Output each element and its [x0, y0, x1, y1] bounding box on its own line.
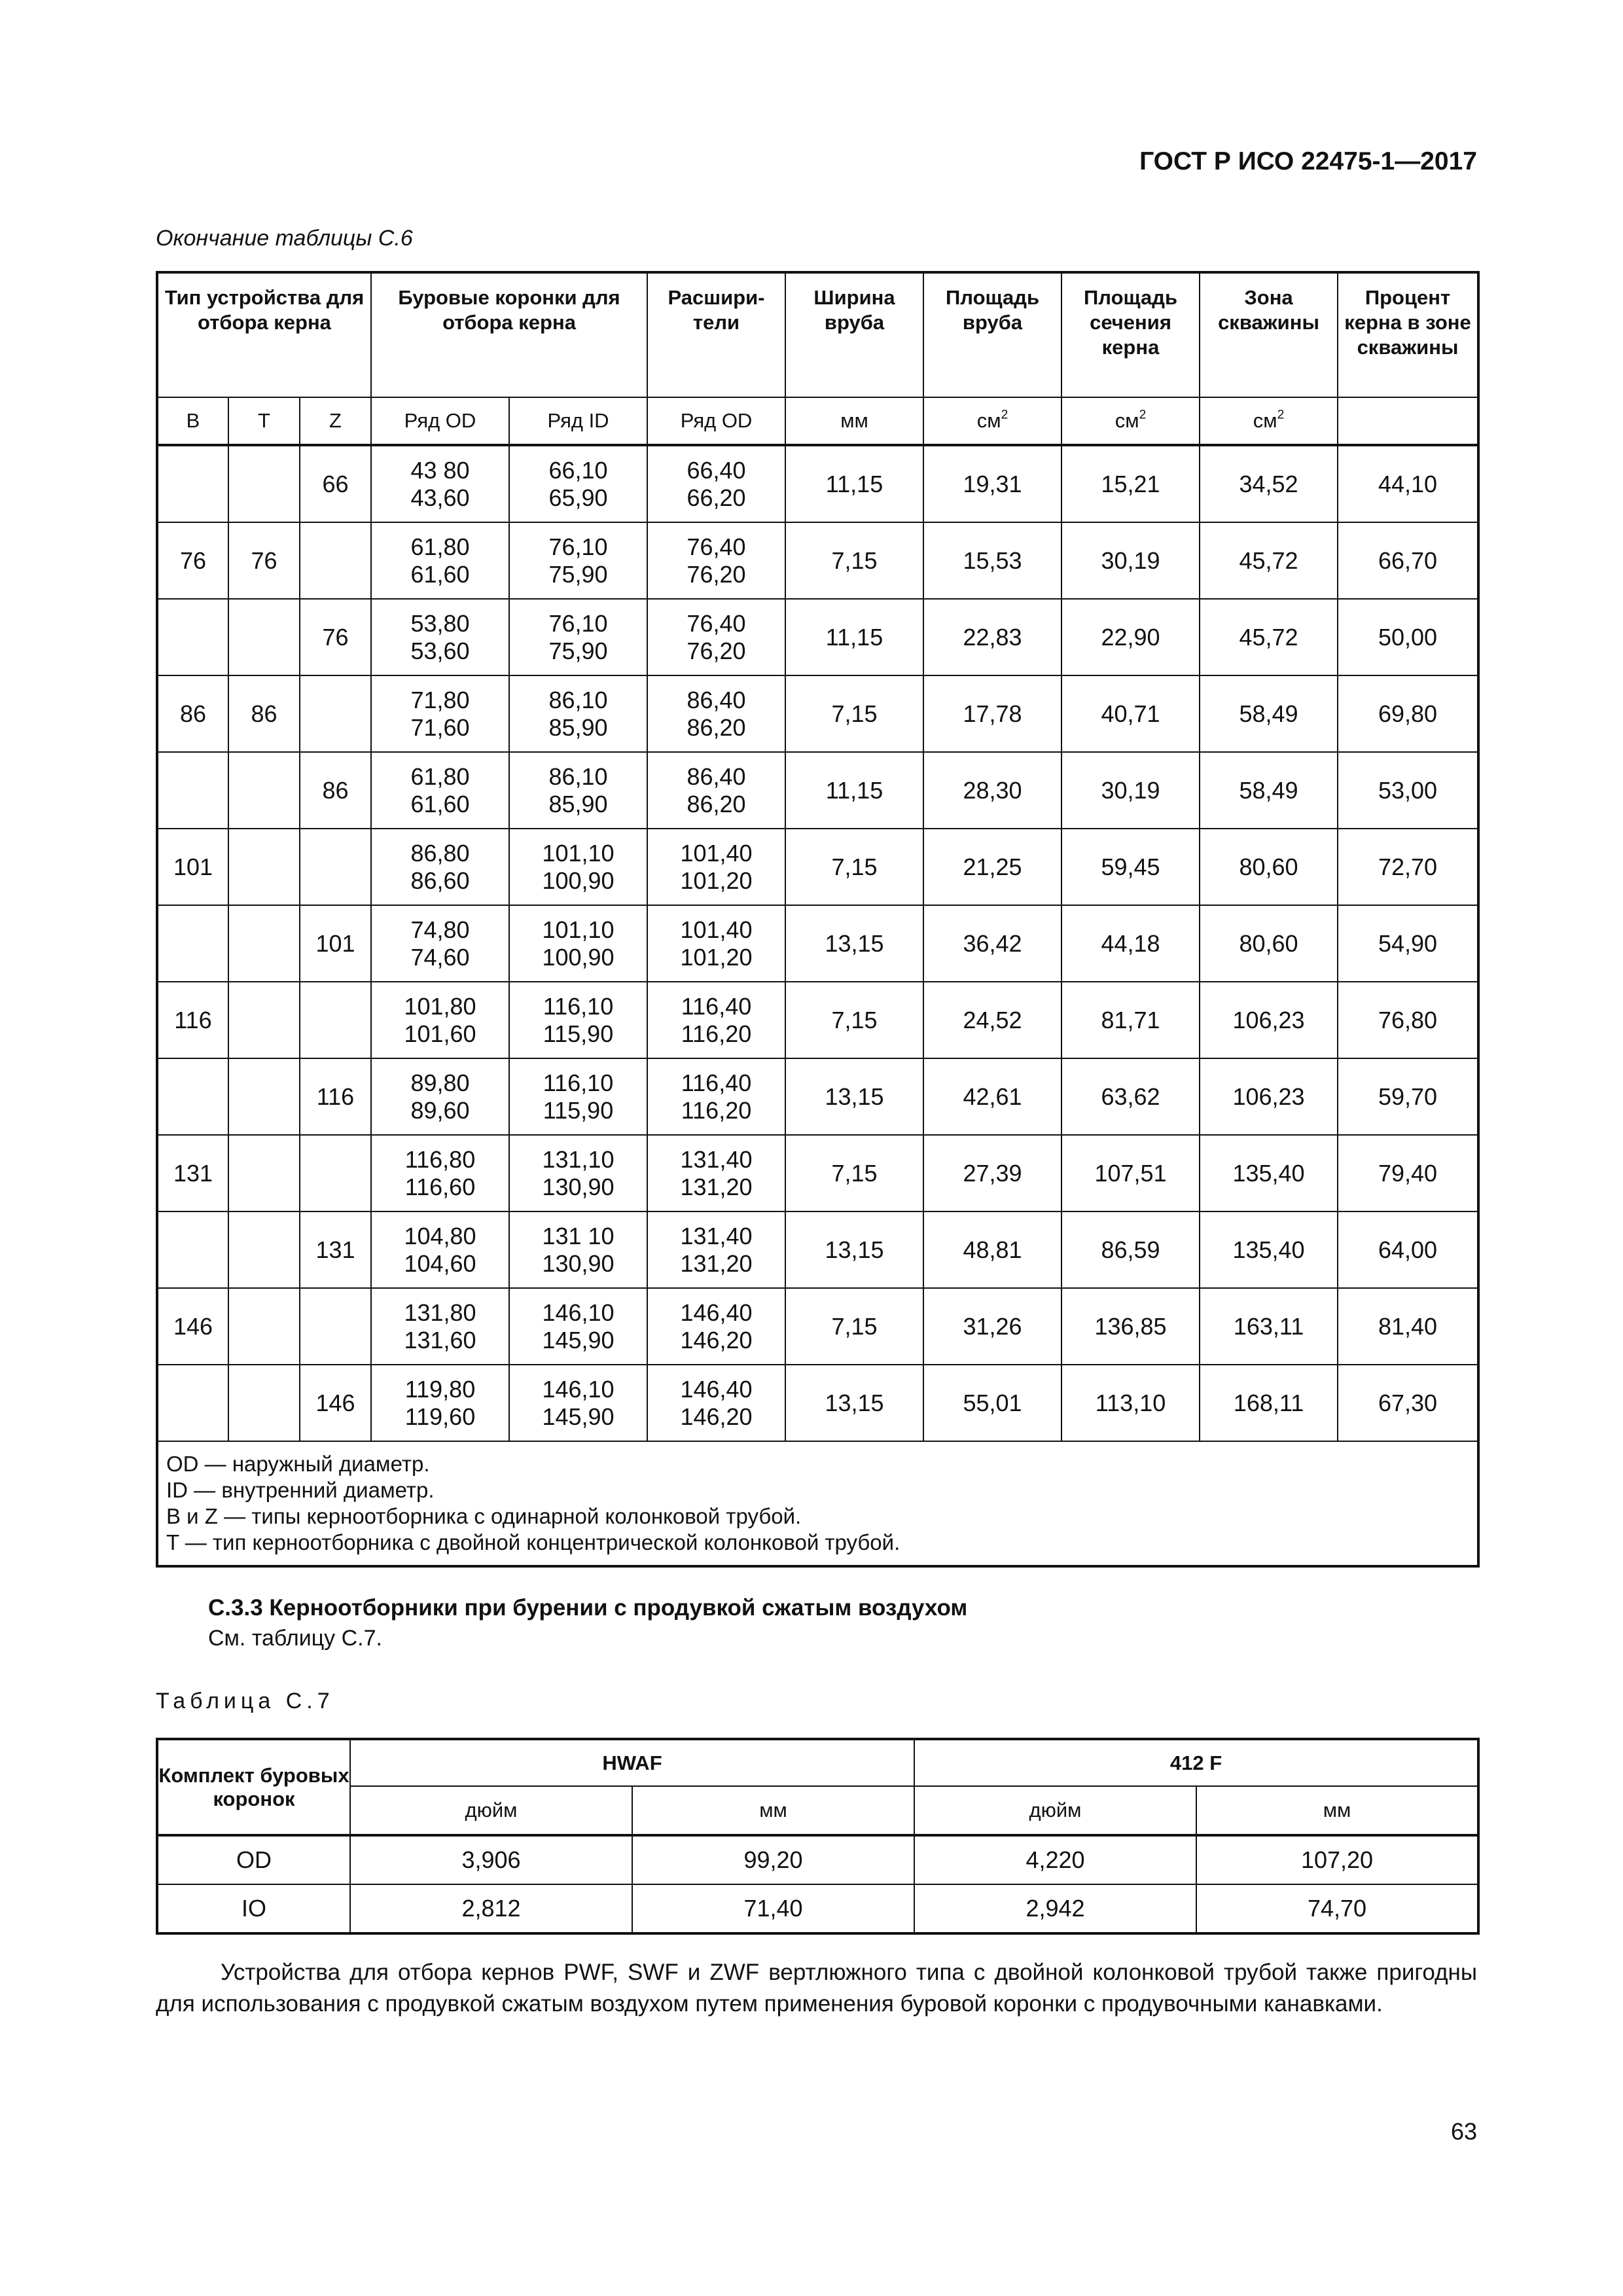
- cell-type-z: [300, 1135, 371, 1211]
- drill-bit-set-table: [156, 1738, 1480, 1935]
- cell-kerf-width: 11,15: [785, 752, 923, 829]
- unit-cm: см: [1115, 409, 1139, 432]
- cell-borehole-zone: 80,60: [1200, 905, 1338, 982]
- cell-type-z: [300, 829, 371, 905]
- cell-kerf-width: 7,15: [785, 522, 923, 599]
- cell-core-bit-od: [371, 1288, 509, 1365]
- unit-mm: мм: [632, 1786, 914, 1835]
- value-min: 61,60: [410, 790, 470, 817]
- cell-reamer-od: [647, 1365, 785, 1441]
- cell-type-z: 146: [300, 1365, 371, 1441]
- row-name: OD: [157, 1835, 350, 1884]
- table-continued-caption: Окончание таблицы С.6: [156, 226, 413, 251]
- value-max: 101,40: [680, 916, 753, 943]
- cell-reamer-od: [647, 445, 785, 522]
- value-min: 115,90: [543, 1096, 614, 1124]
- cell-type-b: 86: [157, 675, 228, 752]
- cell-core-area: 107,51: [1061, 1135, 1200, 1211]
- value-min: 86,60: [410, 867, 470, 894]
- cell-core-bit-id: [509, 445, 647, 522]
- cell-type-t: [228, 1058, 300, 1135]
- table-row: [157, 1288, 1478, 1365]
- header-hwaf: HWAF: [350, 1739, 914, 1786]
- cell-core-bit-od: [371, 982, 509, 1058]
- cell-type-z: 116: [300, 1058, 371, 1135]
- cell-type-b: 101: [157, 829, 228, 905]
- value-min: 53,60: [410, 637, 470, 664]
- value-max: 76,10: [548, 533, 608, 560]
- cell-kerf-area: 21,25: [923, 829, 1061, 905]
- cell-kerf-width: 7,15: [785, 1135, 923, 1211]
- value-min: 66,20: [687, 484, 746, 511]
- cell-core-area: 63,62: [1061, 1058, 1200, 1135]
- value-max: 131,10: [542, 1145, 615, 1173]
- cell-core-percent: 50,00: [1338, 599, 1478, 675]
- table-row: [157, 1365, 1478, 1441]
- cell-core-bit-od: [371, 445, 509, 522]
- cell-core-area: 136,85: [1061, 1288, 1200, 1365]
- unit-exponent: 2: [1277, 408, 1285, 422]
- subheader-row-od: Ряд OD: [371, 397, 509, 445]
- value-max: 104,80: [404, 1222, 476, 1249]
- cell-type-b: [157, 445, 228, 522]
- value-max: 76,40: [687, 533, 746, 560]
- cell-type-t: 76: [228, 522, 300, 599]
- cell-core-bit-id: [509, 599, 647, 675]
- value-min: 104,60: [404, 1249, 476, 1277]
- cell-borehole-zone: 58,49: [1200, 752, 1338, 829]
- value-min: 85,90: [548, 713, 608, 741]
- value-max: 74,80: [410, 916, 470, 943]
- cell-core-bit-id: [509, 1058, 647, 1135]
- value-max: 71,80: [410, 686, 470, 713]
- value-max: 116,40: [681, 1069, 752, 1096]
- cell-kerf-area: 48,81: [923, 1211, 1061, 1288]
- cell-type-z: [300, 982, 371, 1058]
- cell-core-bit-od: [371, 522, 509, 599]
- cell-core-bit-od: [371, 599, 509, 675]
- unit-mm: мм: [1196, 1786, 1478, 1835]
- cell-core-area: 86,59: [1061, 1211, 1200, 1288]
- cell-kerf-area: 27,39: [923, 1135, 1061, 1211]
- value-max: 131,80: [404, 1299, 476, 1326]
- cell-value: 74,70: [1196, 1884, 1478, 1933]
- row-name: IO: [157, 1884, 350, 1933]
- cell-core-percent: 53,00: [1338, 752, 1478, 829]
- subheader-t: T: [228, 397, 300, 445]
- value-min: 146,20: [680, 1326, 753, 1354]
- cell-borehole-zone: 163,11: [1200, 1288, 1338, 1365]
- cell-core-percent: 69,80: [1338, 675, 1478, 752]
- header-412f: 412 F: [914, 1739, 1478, 1786]
- cell-kerf-width: 13,15: [785, 1365, 923, 1441]
- value-max: 146,10: [542, 1375, 615, 1403]
- cell-reamer-od: [647, 829, 785, 905]
- document-header: ГОСТ Р ИСО 22475-1—2017: [1139, 147, 1477, 175]
- cell-borehole-zone: 135,40: [1200, 1211, 1338, 1288]
- section-text: См. таблицу С.7.: [208, 1626, 382, 1651]
- cell-kerf-area: 15,53: [923, 522, 1061, 599]
- value-max: 131 10: [542, 1222, 615, 1249]
- core-sampler-table: [156, 271, 1480, 1568]
- value-max: 53,80: [410, 609, 470, 637]
- value-max: 116,10: [543, 1069, 614, 1096]
- header-kerf-width: Ширина вруба: [785, 272, 923, 397]
- cell-type-t: [228, 1135, 300, 1211]
- value-min: 116,20: [681, 1096, 752, 1124]
- value-min: 75,90: [548, 560, 608, 588]
- cell-core-bit-id: [509, 675, 647, 752]
- cell-kerf-width: 7,15: [785, 675, 923, 752]
- subheader-row-id: Ряд ID: [509, 397, 647, 445]
- value-max: 43 80: [410, 456, 470, 484]
- cell-core-area: 81,71: [1061, 982, 1200, 1058]
- cell-borehole-zone: 58,49: [1200, 675, 1338, 752]
- subheader-b: B: [157, 397, 228, 445]
- cell-type-t: [228, 599, 300, 675]
- cell-kerf-area: 22,83: [923, 599, 1061, 675]
- cell-reamer-od: [647, 1288, 785, 1365]
- table-row: [157, 1135, 1478, 1211]
- subheader-unit-cm2: [1061, 397, 1200, 445]
- unit-cm: см: [1253, 409, 1277, 432]
- cell-type-t: [228, 752, 300, 829]
- subheader-unit-cm2: [1200, 397, 1338, 445]
- cell-core-percent: 81,40: [1338, 1288, 1478, 1365]
- table-row: [157, 675, 1478, 752]
- value-max: 76,10: [548, 609, 608, 637]
- cell-borehole-zone: 135,40: [1200, 1135, 1338, 1211]
- cell-kerf-width: 13,15: [785, 1058, 923, 1135]
- cell-value: 107,20: [1196, 1835, 1478, 1884]
- cell-kerf-width: 13,15: [785, 905, 923, 982]
- value-min: 146,20: [680, 1403, 753, 1430]
- unit-inch: дюйм: [350, 1786, 632, 1835]
- cell-type-z: [300, 1288, 371, 1365]
- cell-value: 99,20: [632, 1835, 914, 1884]
- cell-type-z: 76: [300, 599, 371, 675]
- value-max: 86,10: [548, 762, 608, 790]
- value-min: 75,90: [548, 637, 608, 664]
- cell-core-bit-od: [371, 1365, 509, 1441]
- value-max: 66,40: [687, 456, 746, 484]
- cell-type-z: 101: [300, 905, 371, 982]
- value-max: 86,40: [687, 686, 746, 713]
- table-row: [157, 829, 1478, 905]
- cell-core-bit-id: [509, 1135, 647, 1211]
- value-min: 100,90: [542, 867, 615, 894]
- cell-reamer-od: [647, 982, 785, 1058]
- cell-kerf-area: 55,01: [923, 1365, 1061, 1441]
- cell-kerf-width: 7,15: [785, 982, 923, 1058]
- cell-core-bit-id: [509, 1211, 647, 1288]
- value-min: 101,60: [404, 1020, 476, 1047]
- cell-core-percent: 76,80: [1338, 982, 1478, 1058]
- cell-core-bit-od: [371, 1135, 509, 1211]
- value-max: 101,80: [404, 992, 476, 1020]
- cell-kerf-area: 42,61: [923, 1058, 1061, 1135]
- subheader-unit-cm2: [923, 397, 1061, 445]
- subheader-unit-mm: мм: [785, 397, 923, 445]
- value-min: 116,20: [681, 1020, 752, 1047]
- cell-core-area: 30,19: [1061, 522, 1200, 599]
- cell-type-b: [157, 1058, 228, 1135]
- cell-borehole-zone: 45,72: [1200, 522, 1338, 599]
- cell-core-bit-id: [509, 905, 647, 982]
- cell-kerf-width: 7,15: [785, 1288, 923, 1365]
- cell-type-b: 76: [157, 522, 228, 599]
- value-min: 145,90: [542, 1403, 615, 1430]
- value-min: 131,20: [680, 1249, 753, 1277]
- value-min: 119,60: [404, 1403, 476, 1430]
- cell-core-area: 22,90: [1061, 599, 1200, 675]
- cell-core-percent: 66,70: [1338, 522, 1478, 599]
- cell-kerf-width: 11,15: [785, 599, 923, 675]
- cell-kerf-width: 11,15: [785, 445, 923, 522]
- cell-core-percent: 44,10: [1338, 445, 1478, 522]
- value-max: 116,80: [404, 1145, 476, 1173]
- cell-reamer-od: [647, 599, 785, 675]
- value-max: 116,40: [681, 992, 752, 1020]
- table-row: [157, 599, 1478, 675]
- value-min: 85,90: [548, 790, 608, 817]
- cell-core-bit-od: [371, 1058, 509, 1135]
- cell-kerf-width: 13,15: [785, 1211, 923, 1288]
- cell-type-t: 86: [228, 675, 300, 752]
- section-heading: С.3.3 Керноотборники при бурении с продувкой сжатым воздухом: [208, 1595, 968, 1621]
- cell-kerf-area: 28,30: [923, 752, 1061, 829]
- cell-borehole-zone: 106,23: [1200, 982, 1338, 1058]
- note-od: OD — наружный диаметр.: [166, 1452, 430, 1476]
- cell-core-percent: 72,70: [1338, 829, 1478, 905]
- subheader-reamer-od: Ряд OD: [647, 397, 785, 445]
- subheader-empty: [1338, 397, 1478, 445]
- cell-type-b: [157, 905, 228, 982]
- cell-reamer-od: [647, 675, 785, 752]
- cell-core-percent: 59,70: [1338, 1058, 1478, 1135]
- value-max: 146,40: [680, 1299, 753, 1326]
- cell-type-z: [300, 675, 371, 752]
- value-max: 131,40: [680, 1145, 753, 1173]
- header-core-percent: Процент керна в зоне скважины: [1338, 272, 1478, 397]
- value-min: 115,90: [543, 1020, 614, 1047]
- table-row: [157, 1211, 1478, 1288]
- table-c7-label: Таблица С.7: [156, 1689, 334, 1713]
- cell-kerf-area: 19,31: [923, 445, 1061, 522]
- cell-reamer-od: [647, 1058, 785, 1135]
- unit-exponent: 2: [1139, 408, 1147, 422]
- value-min: 71,60: [410, 713, 470, 741]
- value-min: 100,90: [542, 943, 615, 971]
- value-min: 89,60: [410, 1096, 470, 1124]
- cell-kerf-area: 24,52: [923, 982, 1061, 1058]
- cell-core-bit-id: [509, 522, 647, 599]
- value-min: 76,20: [687, 637, 746, 664]
- cell-type-b: 131: [157, 1135, 228, 1211]
- cell-type-t: [228, 982, 300, 1058]
- cell-reamer-od: [647, 522, 785, 599]
- cell-type-b: 146: [157, 1288, 228, 1365]
- cell-core-bit-od: [371, 905, 509, 982]
- value-max: 61,80: [410, 533, 470, 560]
- value-max: 61,80: [410, 762, 470, 790]
- value-max: 101,10: [542, 839, 615, 867]
- cell-type-z: 66: [300, 445, 371, 522]
- cell-reamer-od: [647, 905, 785, 982]
- cell-core-bit-od: [371, 829, 509, 905]
- value-max: 146,10: [542, 1299, 615, 1326]
- cell-type-z: [300, 522, 371, 599]
- table-row: [157, 982, 1478, 1058]
- header-device-type: Тип устройства для отбора керна: [157, 272, 371, 397]
- value-min: 86,20: [687, 790, 746, 817]
- value-min: 116,60: [404, 1173, 476, 1200]
- cell-kerf-width: 7,15: [785, 829, 923, 905]
- header-core-area: Площадь сечения керна: [1061, 272, 1200, 397]
- unit-cm: см: [976, 409, 1001, 432]
- header-borehole-zone: Зона скважины: [1200, 272, 1338, 397]
- cell-core-area: 44,18: [1061, 905, 1200, 982]
- value-min: 145,90: [542, 1326, 615, 1354]
- value-max: 101,10: [542, 916, 615, 943]
- unit-inch: дюйм: [914, 1786, 1196, 1835]
- cell-core-bit-od: [371, 675, 509, 752]
- page-number: 63: [1450, 2118, 1477, 2145]
- table-row: [157, 752, 1478, 829]
- cell-type-t: [228, 1288, 300, 1365]
- value-max: 146,40: [680, 1375, 753, 1403]
- cell-core-bit-od: [371, 1211, 509, 1288]
- value-max: 86,80: [410, 839, 470, 867]
- value-min: 74,60: [410, 943, 470, 971]
- cell-reamer-od: [647, 1135, 785, 1211]
- cell-value: 71,40: [632, 1884, 914, 1933]
- cell-core-percent: 79,40: [1338, 1135, 1478, 1211]
- value-max: 86,10: [548, 686, 608, 713]
- note-t: T — тип керноотборника с двойной концентрической колонковой трубой.: [166, 1530, 901, 1554]
- cell-value: 2,942: [914, 1884, 1196, 1933]
- cell-core-bit-id: [509, 982, 647, 1058]
- cell-core-area: 59,45: [1061, 829, 1200, 905]
- value-min: 131,20: [680, 1173, 753, 1200]
- value-min: 86,20: [687, 713, 746, 741]
- value-max: 101,40: [680, 839, 753, 867]
- value-min: 65,90: [548, 484, 608, 511]
- cell-type-z: 131: [300, 1211, 371, 1288]
- cell-type-b: [157, 1211, 228, 1288]
- header-kerf-area: Площадь вруба: [923, 272, 1061, 397]
- cell-value: 2,812: [350, 1884, 632, 1933]
- table-row: [157, 522, 1478, 599]
- cell-type-b: 116: [157, 982, 228, 1058]
- table-row: [157, 1884, 1478, 1933]
- subheader-z: Z: [300, 397, 371, 445]
- header-bit-set: Комплект буровых коронок: [157, 1739, 350, 1835]
- unit-exponent: 2: [1001, 408, 1008, 422]
- cell-borehole-zone: 168,11: [1200, 1365, 1338, 1441]
- cell-kerf-area: 17,78: [923, 675, 1061, 752]
- cell-type-t: [228, 905, 300, 982]
- header-reamers: Расшири-тели: [647, 272, 785, 397]
- cell-value: 4,220: [914, 1835, 1196, 1884]
- value-min: 43,60: [410, 484, 470, 511]
- value-min: 101,20: [680, 867, 753, 894]
- cell-type-b: [157, 599, 228, 675]
- cell-kerf-area: 31,26: [923, 1288, 1061, 1365]
- body-paragraph: Устройства для отбора кернов PWF, SWF и ZWF вертлюжного типа с двойной колонковой трубой также пригодны для использования с продувкой сжатым воздухом путем применения буровой коронки с продувочными канавками.: [156, 1960, 1477, 2017]
- value-min: 101,20: [680, 943, 753, 971]
- cell-borehole-zone: 106,23: [1200, 1058, 1338, 1135]
- cell-borehole-zone: 80,60: [1200, 829, 1338, 905]
- table-row: [157, 1058, 1478, 1135]
- cell-type-t: [228, 445, 300, 522]
- cell-reamer-od: [647, 752, 785, 829]
- cell-type-t: [228, 1211, 300, 1288]
- cell-core-percent: 64,00: [1338, 1211, 1478, 1288]
- cell-core-bit-id: [509, 1365, 647, 1441]
- value-max: 86,40: [687, 762, 746, 790]
- cell-core-area: 113,10: [1061, 1365, 1200, 1441]
- value-min: 131,60: [404, 1326, 476, 1354]
- cell-type-z: 86: [300, 752, 371, 829]
- value-max: 116,10: [543, 992, 614, 1020]
- value-max: 76,40: [687, 609, 746, 637]
- cell-reamer-od: [647, 1211, 785, 1288]
- cell-borehole-zone: 34,52: [1200, 445, 1338, 522]
- cell-type-t: [228, 829, 300, 905]
- cell-core-area: 40,71: [1061, 675, 1200, 752]
- cell-core-percent: 54,90: [1338, 905, 1478, 982]
- cell-type-t: [228, 1365, 300, 1441]
- cell-core-bit-id: [509, 752, 647, 829]
- cell-core-bit-id: [509, 1288, 647, 1365]
- value-max: 66,10: [548, 456, 608, 484]
- value-min: 76,20: [687, 560, 746, 588]
- value-max: 119,80: [404, 1375, 476, 1403]
- table-row: [157, 905, 1478, 982]
- cell-core-percent: 67,30: [1338, 1365, 1478, 1441]
- cell-kerf-area: 36,42: [923, 905, 1061, 982]
- note-id: ID — внутренний диаметр.: [166, 1478, 435, 1502]
- value-max: 89,80: [410, 1069, 470, 1096]
- cell-type-b: [157, 752, 228, 829]
- note-b-z: B и Z — типы керноотборника с одинарной колонковой трубой.: [166, 1504, 802, 1528]
- cell-type-b: [157, 1365, 228, 1441]
- table-row: [157, 1835, 1478, 1884]
- value-max: 131,40: [680, 1222, 753, 1249]
- cell-core-area: 30,19: [1061, 752, 1200, 829]
- cell-borehole-zone: 45,72: [1200, 599, 1338, 675]
- table-notes: [157, 1441, 1478, 1566]
- table-row: [157, 445, 1478, 522]
- cell-core-bit-od: [371, 752, 509, 829]
- header-core-bits: Буровые коронки для отбора керна: [371, 272, 647, 397]
- value-min: 130,90: [542, 1249, 615, 1277]
- value-min: 130,90: [542, 1173, 615, 1200]
- cell-core-bit-id: [509, 829, 647, 905]
- cell-core-area: 15,21: [1061, 445, 1200, 522]
- value-min: 61,60: [410, 560, 470, 588]
- cell-value: 3,906: [350, 1835, 632, 1884]
